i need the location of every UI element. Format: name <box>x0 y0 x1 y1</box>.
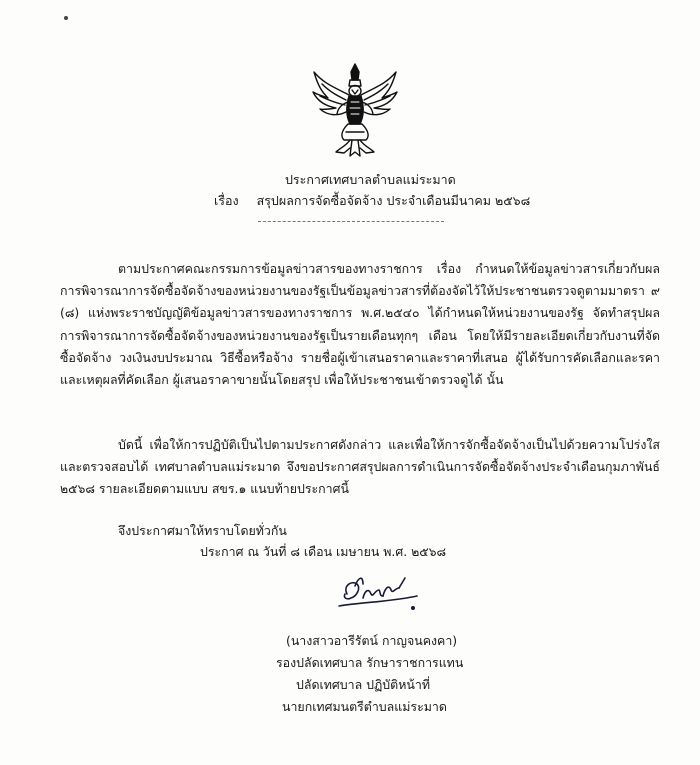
closing-statement: จึงประกาศมาให้ทราบโดยทั่วกัน <box>118 523 287 538</box>
garuda-emblem-icon <box>310 62 400 158</box>
subject-line <box>214 191 530 211</box>
signatory-position-1: รองปลัดเทศบาล รักษาราชการแทน <box>276 655 464 670</box>
dashed-divider <box>258 221 444 222</box>
announcement-date: ประกาศ ณ วันที่ ๘ เดือน เมษายน พ.ศ. ๒๕๖๘ <box>200 544 447 559</box>
signatory-name: (นางสาวอารีรัตน์ กาญจนคงคา) <box>286 633 458 648</box>
handwritten-signature <box>333 570 423 615</box>
signatory-position-3: นายกเทศมนตรีตำบลแม่ระมาด <box>282 699 447 714</box>
signatory-position-2: ปลัดเทศบาล ปฏิบัติหน้าที่ <box>296 677 430 692</box>
scan-speck <box>64 16 68 20</box>
subject-text: สรุปผลการจัดซื้อจัดจ้าง ประจำเดือนมีนาคม ๒๕๖๘ <box>256 193 531 208</box>
body-paragraph-2: บัดนี้ เพื่อให้การปฏิบัติเป็นไปตามประกาศดังกล่าว และเพื่อให้การจักซื้อจัดจ้างเป็นไปด้วยความโปร่งใสและตรวจสอบได้ เทศบาลตำบลแม่ระมาด จึงขอประกาศสรุปผลการดำเนินการจัดซื้อจัดจ้างประจำเดือนกุมภาพันธ์ ๒๕๖๘ รายละเอียดตามแบบ สขร.๑ แนบท้ายประกาศนี้ <box>60 437 660 497</box>
body-paragraph-1: ตามประกาศคณะกรรมการข้อมูลข่าวสารของทางราชการ เรื่อง กำหนดให้ข้อมูลข่าวสารเกี่ยวกับผลการพิจารณาการจัดซื้อจัดจ้างของหน่วยงานของรัฐเป็นข้อมูลข่าวสารที่ต้องจัดไว้ให้ประชาชนตรวจดูตามมาตรา ๙ (๘) แห่งพระราชบัญญัติข้อมูลข่าวสารของทางราชการ พ.ศ.๒๕๔๐ ได้กำหนดให้หน่วยงานของรัฐ จัดทำสรุปผลการพิจารณาการจัดซื้อจัดจ้างของหน่วยงานของรัฐเป็นรายเดือนทุกๆ เดือน โดยให้มีรายละเอียดเกี่ยวกับงานที่จัดซื้อจัดจ้าง วงเงินงบประมาณ วิธีซื้อหรือจ้าง รายชื่อผู้เข้าเสนอราคาและราคาที่เสนอ ผู้ได้รับการคัดเลือกและรคา และเหตุผลที่คัดเลือก ผู้เสนอราคาขายนั้นโดยสรุป เพื่อให้ประชาชนเข้าตรวจดูได้ นั้น <box>60 261 660 388</box>
organization-title: ประกาศเทศบาลตำบลแม่ระมาด <box>285 172 456 187</box>
subject-label: เรื่อง <box>214 193 239 208</box>
